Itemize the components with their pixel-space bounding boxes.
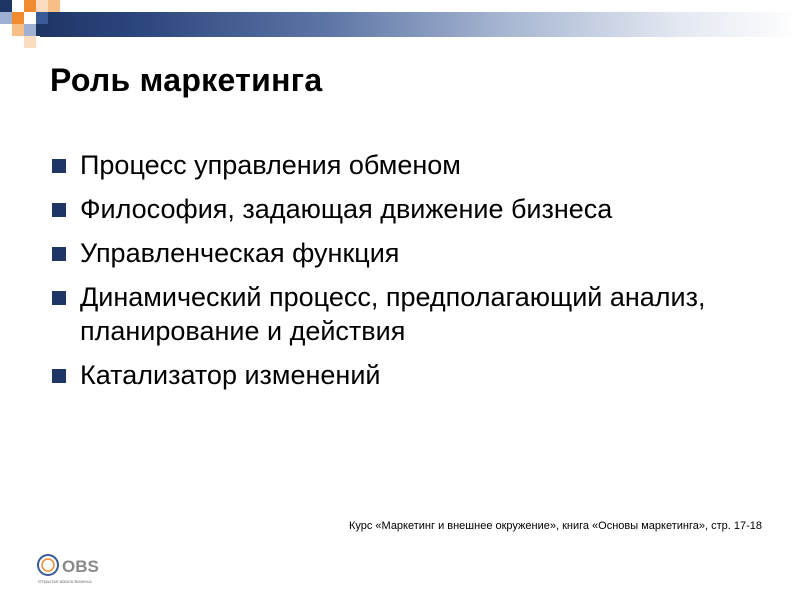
source-footnote: Курс «Маркетинг и внешнее окружение», книга «Основы маркетинга», стр. 17-18 <box>348 520 762 532</box>
decor-square <box>12 12 24 24</box>
decor-square <box>12 0 24 12</box>
decor-square <box>24 0 36 12</box>
decor-square <box>0 24 12 36</box>
bullet-text: Философия, задающая движение бизнеса <box>80 194 613 224</box>
decor-square <box>48 0 60 12</box>
square-bullet-icon <box>52 291 66 305</box>
decor-square <box>36 0 48 12</box>
bullet-text: Управленческая функция <box>80 238 400 268</box>
bullet-text: Процесс управления обменом <box>80 150 461 180</box>
decor-square <box>36 24 48 36</box>
square-bullet-icon <box>52 247 66 261</box>
decor-square <box>24 12 36 24</box>
bullet-item <box>50 358 770 392</box>
bullet-text: Динамический процесс, предполагающий анализ, планирование и действия <box>80 282 706 346</box>
bullet-item <box>50 236 770 270</box>
decor-square <box>0 0 12 12</box>
logo-text: OBS <box>62 557 99 576</box>
square-bullet-icon <box>52 203 66 217</box>
obs-logo <box>36 551 106 585</box>
square-bullet-icon <box>52 159 66 173</box>
decor-square <box>12 24 24 36</box>
decor-square <box>24 24 36 36</box>
bullet-text: Катализатор изменений <box>80 360 381 390</box>
header-gradient-bar <box>40 12 800 37</box>
logo-caption: Открытая Школа Бизнеса <box>38 579 92 584</box>
decor-square <box>24 36 36 48</box>
decor-square <box>36 12 48 24</box>
bullet-item <box>50 280 770 348</box>
bullet-item <box>50 192 770 226</box>
bullet-list <box>50 148 770 402</box>
slide-title: Роль маркетинга <box>50 62 323 98</box>
bullet-item <box>50 148 770 182</box>
decor-square <box>0 12 12 24</box>
square-bullet-icon <box>52 369 66 383</box>
